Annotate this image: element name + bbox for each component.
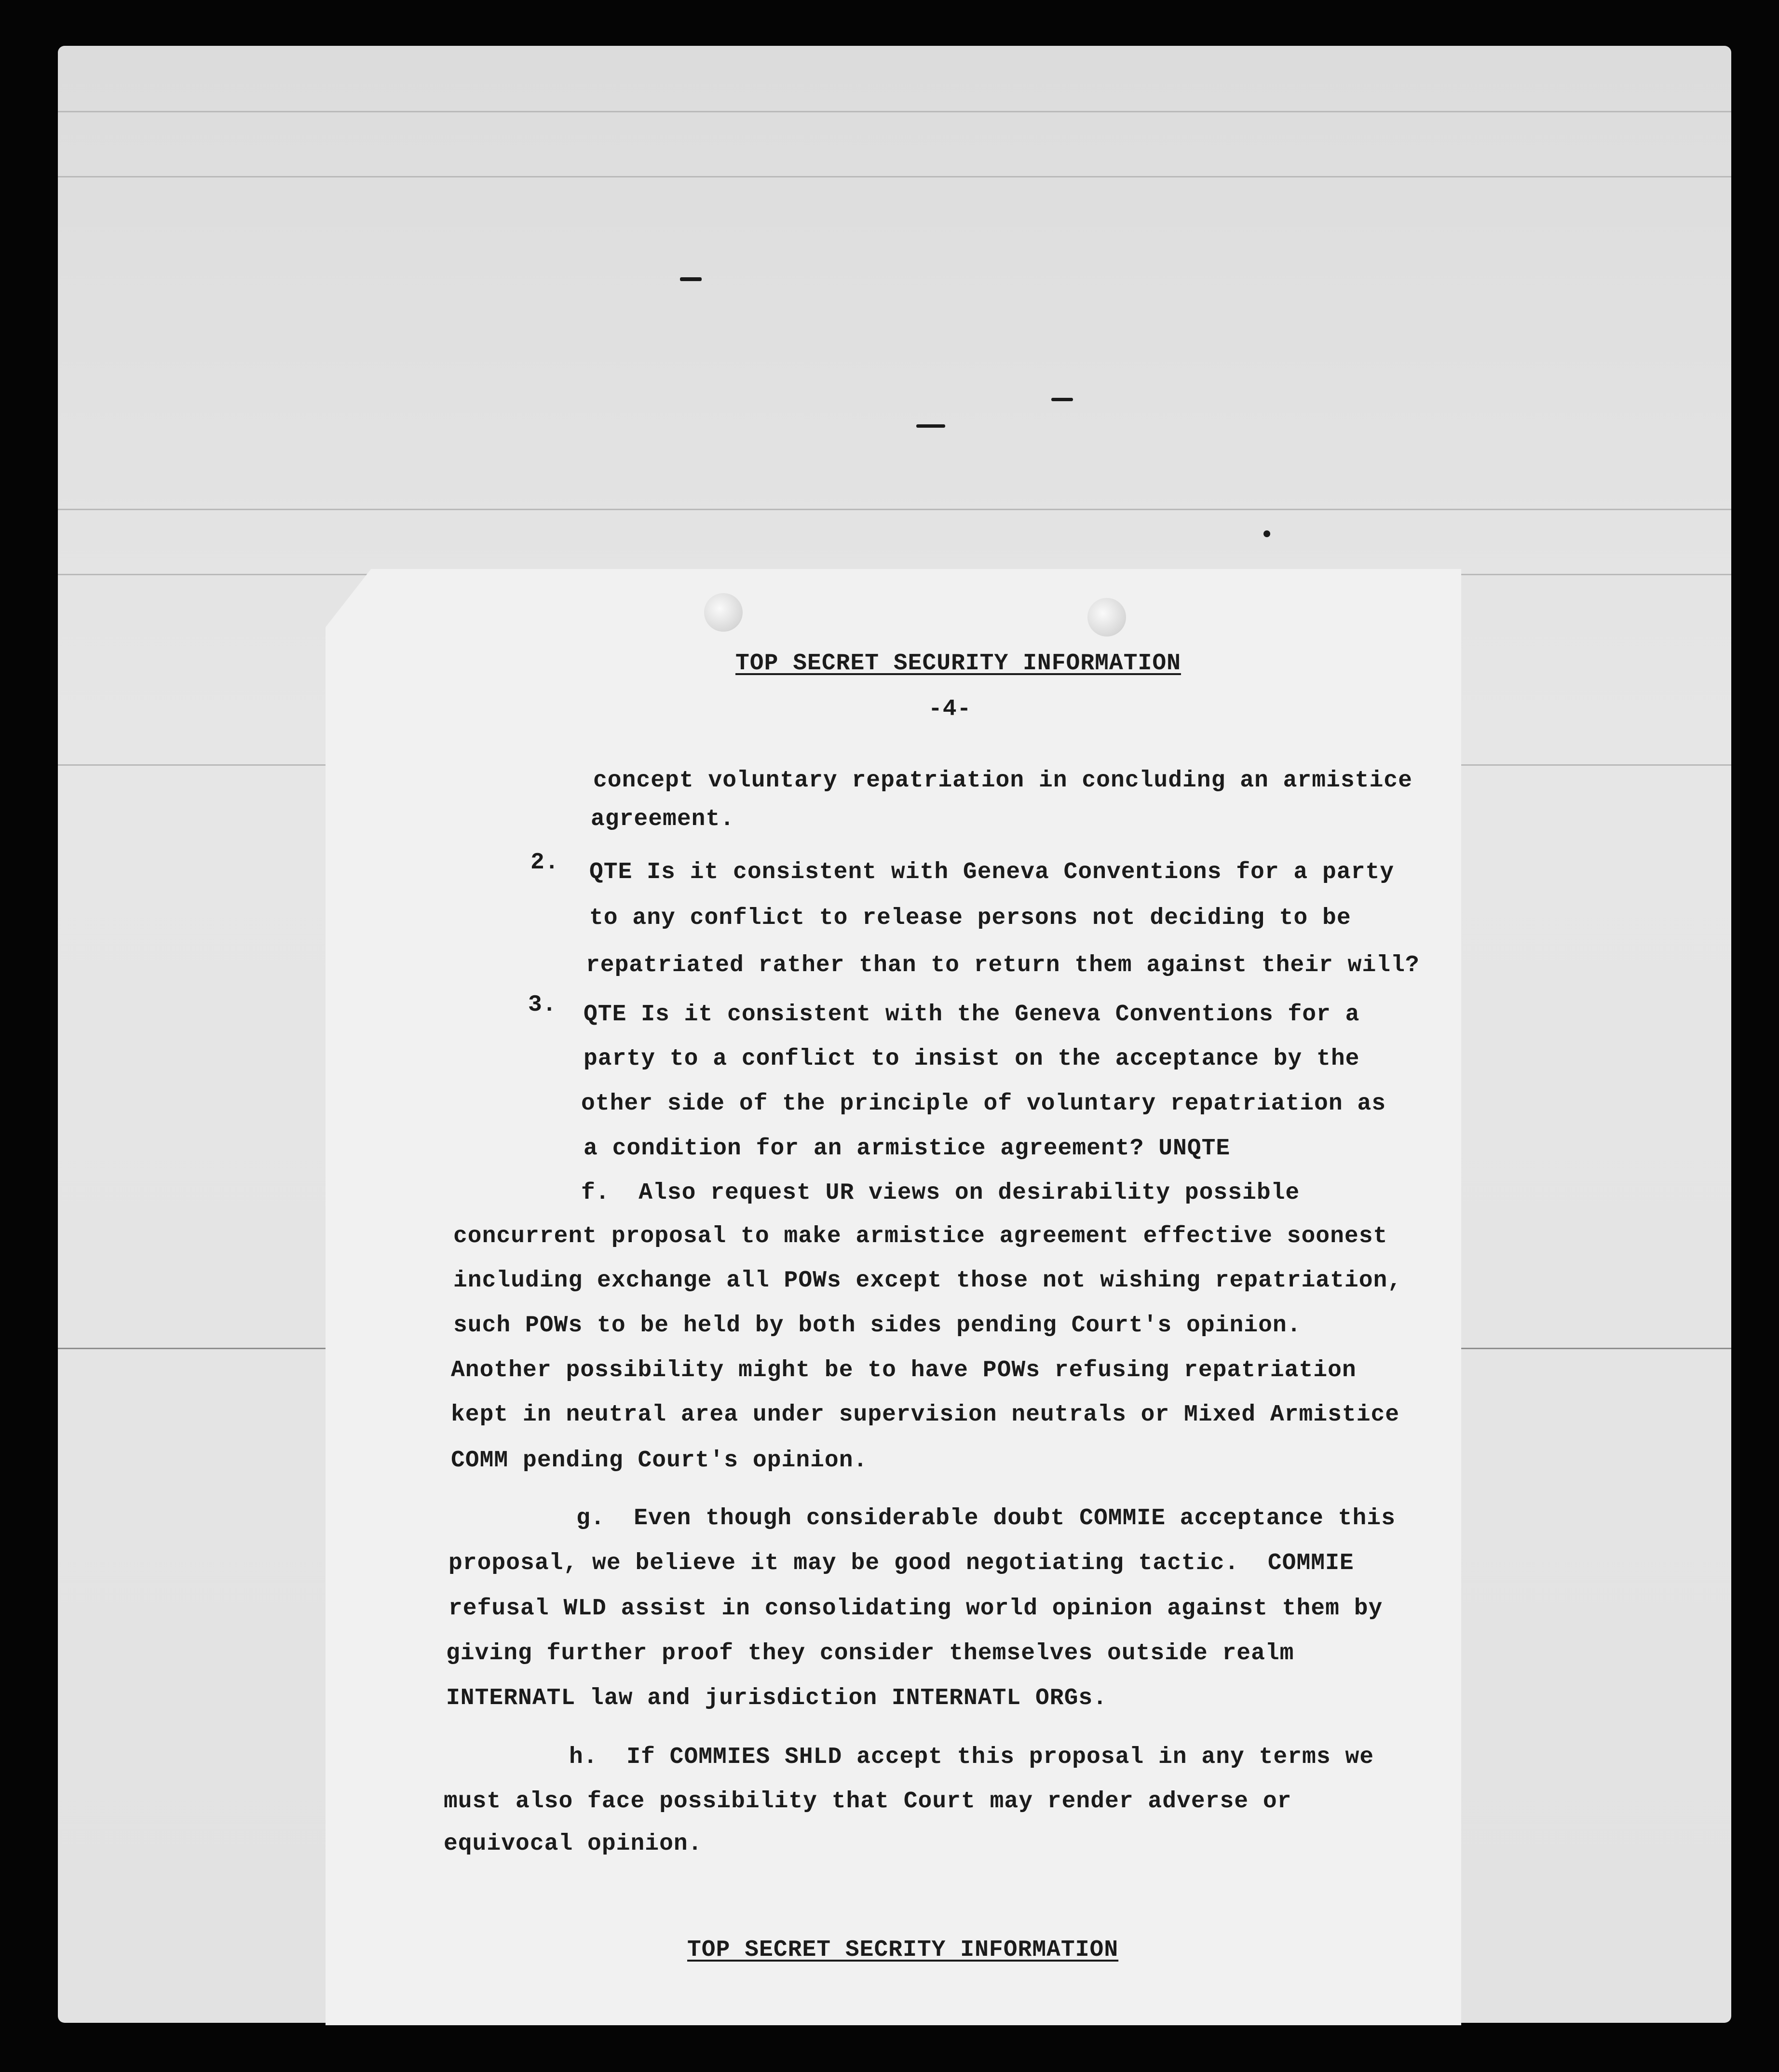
body-line: refusal WLD assist in consolidating world opinion against them by	[448, 1596, 1383, 1622]
page-number: -4-	[928, 696, 972, 722]
scan-speck	[916, 424, 945, 428]
body-line: proposal, we believe it may be good negotiating tactic. COMMIE	[448, 1550, 1354, 1576]
body-line: equivocal opinion.	[444, 1831, 703, 1857]
body-line: QTE Is it consistent with the Geneva Conventions for a	[584, 1002, 1360, 1028]
scan-speck	[1263, 530, 1270, 537]
item-number: 2.	[530, 850, 559, 876]
body-line: concept voluntary repatriation in concluding an armistice	[593, 768, 1412, 794]
body-line: giving further proof they consider themselves outside realm	[446, 1640, 1294, 1666]
item-number: 3.	[528, 992, 557, 1018]
classification-header: TOP SECRET SECURITY INFORMATION	[735, 650, 1181, 677]
body-line: INTERNATL law and jurisdiction INTERNATL ORGs.	[446, 1685, 1108, 1711]
scan-streak	[58, 111, 1731, 112]
body-line: party to a conflict to insist on the acceptance by the	[584, 1046, 1360, 1072]
classification-footer: TOP SECRET SECRITY INFORMATION	[687, 1937, 1119, 1963]
body-line: kept in neutral area under supervision neutrals or Mixed Armistice	[451, 1402, 1400, 1428]
paragraph-g: g. Even though considerable doubt COMMIE acceptance this	[576, 1505, 1396, 1531]
body-line: repatriated rather than to return them against their will?	[586, 952, 1420, 978]
scan-streak	[58, 509, 1731, 510]
body-line: concurrent proposal to make armistice agreement effective soonest	[453, 1223, 1388, 1249]
body-line: a condition for an armistice agreement? UNQTE	[584, 1136, 1231, 1162]
paragraph-f: f. Also request UR views on desirability possible	[581, 1180, 1300, 1206]
body-line: including exchange all POWs except those not wishing repatriation,	[453, 1268, 1402, 1294]
punch-hole	[1087, 598, 1126, 636]
body-line: Another possibility might be to have POWs refusing repatriation	[451, 1357, 1357, 1383]
scan-speck	[680, 277, 702, 281]
body-line: to any conflict to release persons not deciding to be	[589, 905, 1351, 931]
body-line: agreement.	[591, 806, 735, 832]
scan-streak	[58, 176, 1731, 177]
body-line: QTE Is it consistent with Geneva Conventions for a party	[589, 859, 1395, 885]
body-line: other side of the principle of voluntary repatriation as	[581, 1091, 1386, 1117]
paragraph-h: h. If COMMIES SHLD accept this proposal in any terms we	[569, 1744, 1374, 1770]
body-line: such POWs to be held by both sides pending Court's opinion.	[453, 1313, 1302, 1339]
scan-speck	[1051, 398, 1073, 401]
body-line: COMM pending Court's opinion.	[451, 1448, 868, 1474]
punch-hole	[704, 593, 743, 632]
body-line: must also face possibility that Court may render adverse or	[444, 1788, 1292, 1815]
